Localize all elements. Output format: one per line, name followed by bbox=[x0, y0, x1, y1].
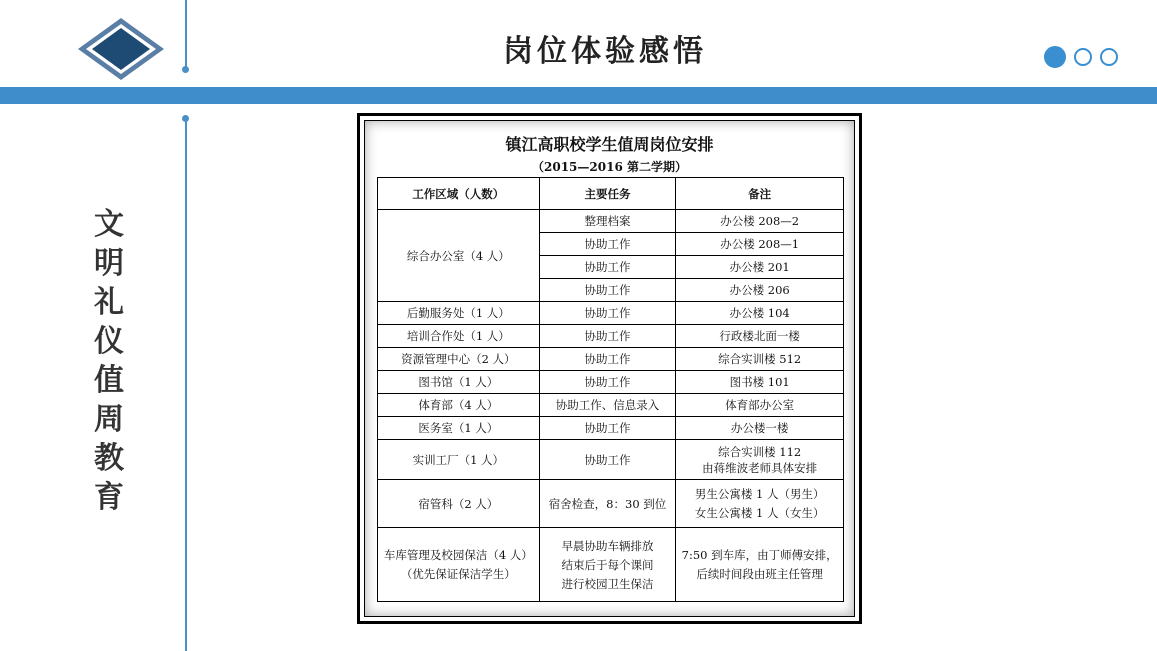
document-title: 镇江高职校学生值周岗位安排 bbox=[505, 135, 714, 154]
cell-note: 图书楼 101 bbox=[676, 371, 844, 394]
cell-area: 体育部（4 人） bbox=[378, 394, 540, 417]
cell-task bbox=[539, 528, 676, 602]
cell-area: 实训工厂（1 人） bbox=[378, 440, 540, 480]
cell-note bbox=[676, 480, 844, 528]
side-char: 礼 bbox=[94, 285, 124, 320]
divider-line-top bbox=[185, 0, 187, 70]
cell-note: 办公楼 206 bbox=[676, 279, 844, 302]
table-row bbox=[378, 348, 844, 371]
table-row bbox=[378, 528, 844, 602]
document-subtitle: （2015—2016 第二学期） bbox=[532, 160, 687, 174]
cell-task: 协助工作、信息录入 bbox=[539, 394, 676, 417]
cell-task: 宿舍检查，8：30 到位 bbox=[539, 480, 676, 528]
cell-task-line: 结束后于每个课间 bbox=[561, 557, 654, 572]
cell-task-line: 早晨协助车辆排放 bbox=[561, 538, 654, 553]
schedule-table bbox=[377, 177, 844, 602]
side-char: 明 bbox=[94, 246, 124, 281]
side-char: 周 bbox=[94, 402, 124, 437]
document-image bbox=[357, 113, 862, 624]
cell-note: 行政楼北面一楼 bbox=[676, 325, 844, 348]
side-char: 教 bbox=[94, 441, 124, 476]
table-row bbox=[378, 371, 844, 394]
cell-note: 综合实训楼 512 bbox=[676, 348, 844, 371]
header-task: 主要任务 bbox=[539, 178, 676, 210]
table-row bbox=[378, 302, 844, 325]
cell-area-line: （优先保证保洁学生） bbox=[400, 567, 516, 581]
cell-area: 图书馆（1 人） bbox=[378, 371, 540, 394]
cell-note-line: 后续时间段由班主任管理 bbox=[696, 567, 823, 581]
cell-task: 协助工作 bbox=[539, 302, 676, 325]
cell-task: 协助工作 bbox=[539, 256, 676, 279]
side-vertical-title bbox=[88, 205, 130, 517]
table-header-row bbox=[378, 178, 844, 210]
cell-area: 资源管理中心（2 人） bbox=[378, 348, 540, 371]
header-area: 工作区域（人数） bbox=[378, 178, 540, 210]
indicator-dot bbox=[1100, 48, 1118, 66]
cell-task: 整理档案 bbox=[539, 210, 676, 233]
cell-note-line: 女生公寓楼 1 人（女生） bbox=[694, 506, 825, 520]
slide-indicator bbox=[1044, 48, 1118, 68]
cell-note: 办公楼 104 bbox=[676, 302, 844, 325]
indicator-dot bbox=[1074, 48, 1092, 66]
cell-area bbox=[378, 528, 540, 602]
side-char: 育 bbox=[94, 480, 124, 515]
cell-area: 宿管科（2 人） bbox=[378, 480, 540, 528]
side-char: 仪 bbox=[94, 324, 124, 359]
side-char: 文 bbox=[94, 207, 124, 242]
cell-task: 协助工作 bbox=[539, 233, 676, 256]
side-char: 值 bbox=[94, 363, 124, 398]
header-band bbox=[0, 87, 1157, 104]
cell-note-line: 男生公寓楼 1 人（男生） bbox=[694, 487, 825, 501]
cell-task: 协助工作 bbox=[539, 440, 676, 480]
logo-diamond-icon bbox=[76, 16, 166, 82]
cell-note: 办公楼一楼 bbox=[676, 417, 844, 440]
cell-task: 协助工作 bbox=[539, 417, 676, 440]
cell-task: 协助工作 bbox=[539, 325, 676, 348]
cell-note: 体育部办公室 bbox=[676, 394, 844, 417]
cell-note: 办公楼 208—2 bbox=[676, 210, 844, 233]
page-title: 岗位体验感悟 bbox=[503, 34, 707, 69]
cell-area-line: 车库管理及校园保洁（4 人） bbox=[383, 548, 533, 562]
cell-area: 培训合作处（1 人） bbox=[378, 325, 540, 348]
cell-area: 综合办公室（4 人） bbox=[378, 210, 540, 302]
table-row bbox=[378, 325, 844, 348]
table-row bbox=[378, 440, 844, 480]
cell-note-line: 由蒋维波老师具体安排 bbox=[702, 460, 818, 475]
cell-task: 协助工作 bbox=[539, 371, 676, 394]
cell-note-line: 综合实训楼 112 bbox=[718, 444, 802, 459]
cell-area: 后勤服务处（1 人） bbox=[378, 302, 540, 325]
cell-task-line: 进行校园卫生保洁 bbox=[561, 576, 654, 591]
header-note: 备注 bbox=[676, 178, 844, 210]
table-row bbox=[378, 210, 844, 233]
cell-area: 医务室（1 人） bbox=[378, 417, 540, 440]
cell-note: 办公楼 208—1 bbox=[676, 233, 844, 256]
divider-dot-top bbox=[182, 66, 189, 73]
cell-task: 协助工作 bbox=[539, 279, 676, 302]
cell-note-line: 7:50 到车库，由丁师傅安排， bbox=[681, 548, 838, 562]
indicator-dot-active bbox=[1044, 46, 1066, 68]
table-row bbox=[378, 394, 844, 417]
table-row bbox=[378, 417, 844, 440]
cell-task: 协助工作 bbox=[539, 348, 676, 371]
cell-note: 办公楼 201 bbox=[676, 256, 844, 279]
divider-line-bottom bbox=[185, 118, 187, 651]
table-row bbox=[378, 480, 844, 528]
cell-note bbox=[676, 528, 844, 602]
cell-note bbox=[676, 440, 844, 480]
